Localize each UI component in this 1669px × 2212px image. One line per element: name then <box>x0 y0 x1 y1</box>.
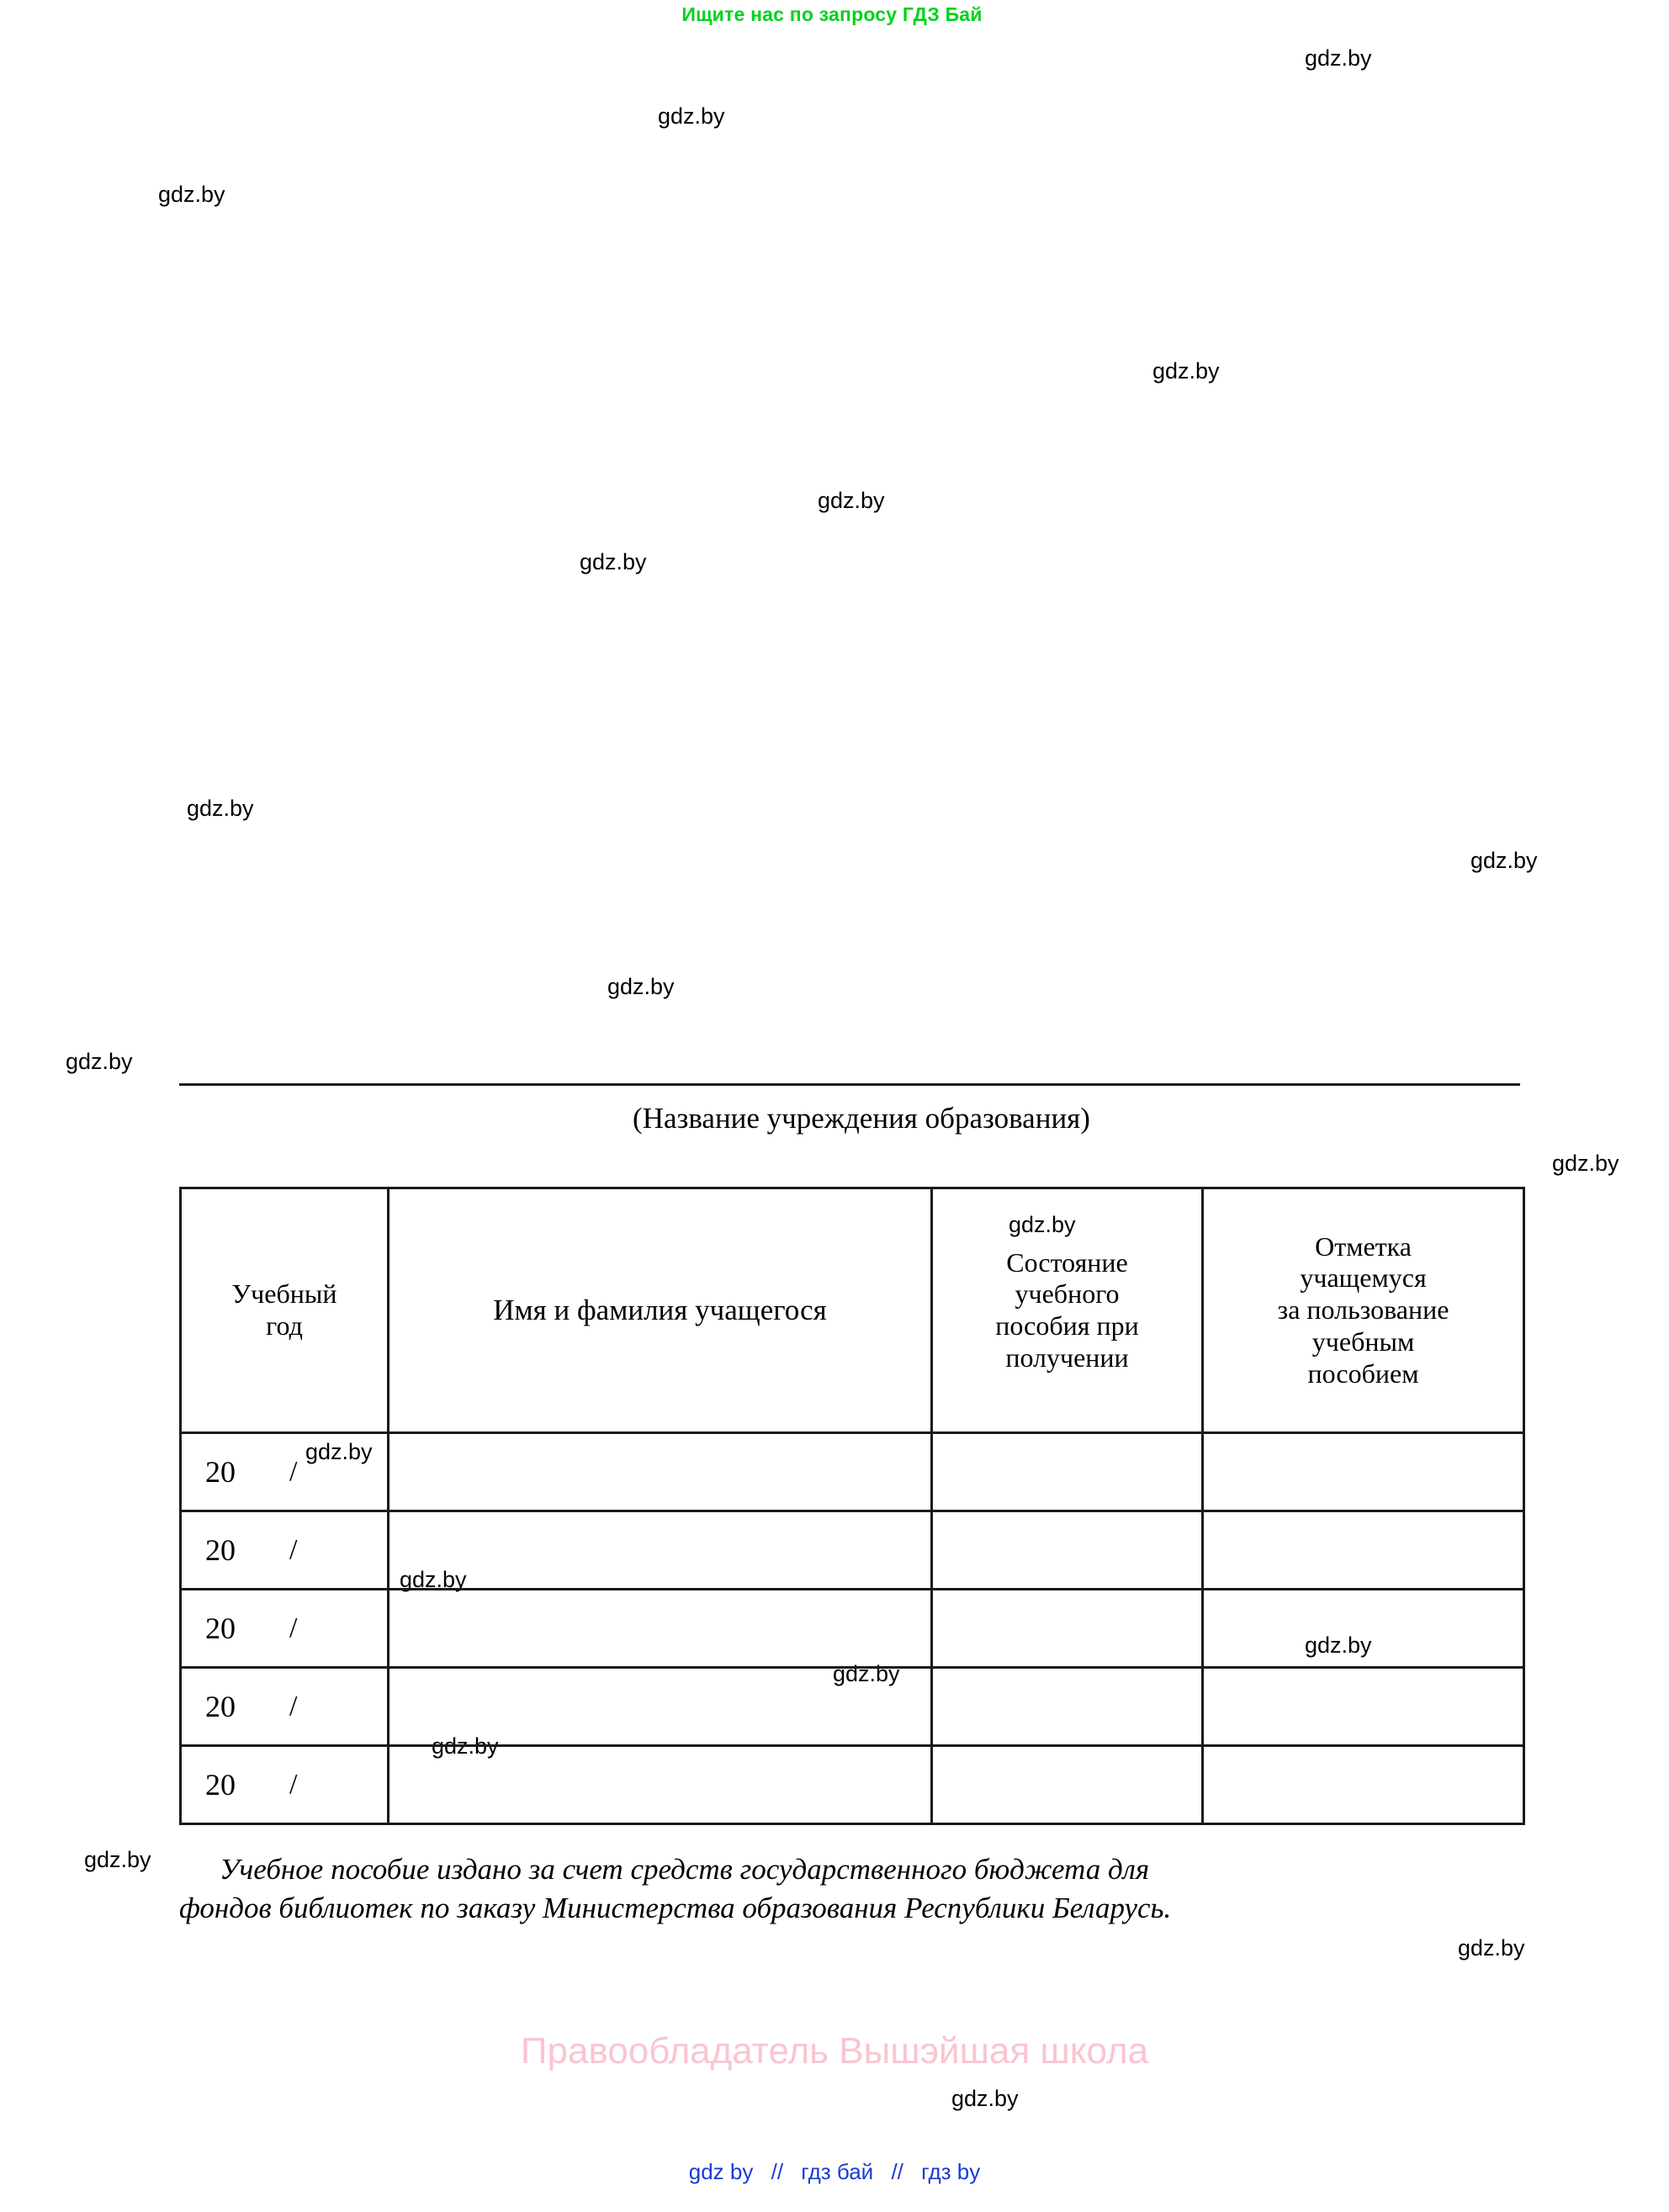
table-row <box>181 1668 1524 1746</box>
header-cell-student-mark <box>1203 1188 1524 1433</box>
cell-student-mark[interactable] <box>1203 1668 1524 1746</box>
cell-year[interactable] <box>181 1746 389 1824</box>
header-mark-line4: учебным <box>1311 1326 1415 1357</box>
cell-year[interactable] <box>181 1511 389 1590</box>
cell-student-name[interactable] <box>389 1746 932 1824</box>
header-year-line2: год <box>266 1310 303 1341</box>
year-separator: / <box>289 1456 298 1487</box>
cell-book-condition[interactable] <box>932 1511 1203 1590</box>
cell-student-mark[interactable] <box>1203 1511 1524 1590</box>
cell-book-condition[interactable] <box>932 1590 1203 1668</box>
header-year-line1: Учебный <box>231 1278 337 1310</box>
institution-caption-text: (Название учреждения образования) <box>633 1102 1090 1135</box>
header-mark-line5: пособием <box>1307 1357 1419 1389</box>
watermark-gdz-by: gdz.by <box>833 1661 900 1686</box>
watermark-gdz-by: gdz.by <box>818 488 885 513</box>
footer-separator-1: // <box>771 2159 784 2184</box>
watermark-gdz-by: gdz.by <box>1152 358 1220 384</box>
cell-student-mark[interactable] <box>1203 1590 1524 1668</box>
watermark-gdz-by: gdz.by <box>580 549 647 574</box>
institution-name-rule <box>179 1083 1520 1086</box>
year-separator: / <box>289 1612 298 1643</box>
footer-link-gdz-by-cyr[interactable]: гдз by <box>921 2159 981 2184</box>
year-prefix: 20 <box>205 1768 236 1802</box>
watermark-gdz-by: gdz.by <box>1305 1633 1372 1658</box>
watermark-gdz-by: gdz.by <box>1470 848 1538 873</box>
watermark-gdz-by: gdz.by <box>305 1439 373 1464</box>
promo-header-banner <box>0 3 1669 26</box>
year-separator: / <box>289 1534 298 1565</box>
year-prefix: 20 <box>205 1533 236 1567</box>
cell-student-name[interactable] <box>389 1511 932 1590</box>
footer-separator-2: // <box>891 2159 903 2184</box>
footer-link-gdz-bai[interactable]: гдз бай <box>801 2159 874 2184</box>
watermark-gdz-by: gdz.by <box>1552 1151 1619 1176</box>
promo-header-text: Ищите нас по запросу ГДЗ Бай <box>681 3 983 25</box>
year-prefix: 20 <box>205 1690 236 1723</box>
watermark-gdz-by: gdz.by <box>1458 1935 1525 1961</box>
watermark-gdz-by: gdz.by <box>187 796 254 821</box>
watermark-gdz-by: gdz.by <box>951 2086 1019 2111</box>
table-row <box>181 1433 1524 1511</box>
watermark-gdz-by: gdz.by <box>607 974 675 999</box>
watermark-gdz-by: gdz.by <box>658 103 725 129</box>
watermark-gdz-by: gdz.by <box>84 1847 151 1872</box>
year-separator: / <box>289 1769 298 1800</box>
cell-year[interactable] <box>181 1433 389 1511</box>
cell-book-condition[interactable] <box>932 1433 1203 1511</box>
cell-book-condition[interactable] <box>932 1668 1203 1746</box>
header-cell-student-name <box>389 1188 932 1433</box>
header-mark-line1: Отметка <box>1315 1230 1412 1262</box>
rights-holder-text: Правообладатель Вышэйшая школа <box>520 2030 1149 2072</box>
cell-book-condition[interactable] <box>932 1746 1203 1824</box>
watermark-gdz-by: gdz.by <box>400 1567 467 1592</box>
footer-link-gdz-by[interactable]: gdz by <box>688 2159 754 2184</box>
cell-student-mark[interactable] <box>1203 1746 1524 1824</box>
institution-name-caption <box>0 1102 1669 1135</box>
header-state-line2: учебного <box>1015 1278 1120 1310</box>
cell-year[interactable] <box>181 1668 389 1746</box>
header-state-line1: Состояние <box>1006 1246 1128 1278</box>
cell-student-name[interactable] <box>389 1433 932 1511</box>
table-row <box>181 1746 1524 1824</box>
header-state-line4: получении <box>1005 1341 1129 1373</box>
watermark-gdz-by: gdz.by <box>1009 1212 1076 1237</box>
funding-note <box>179 1850 1521 1928</box>
watermark-gdz-by: gdz.by <box>432 1733 499 1759</box>
watermark-gdz-by: gdz.by <box>66 1049 133 1074</box>
table-header-row <box>181 1188 1524 1433</box>
header-name-text: Имя и фамилия учащегося <box>493 1294 827 1327</box>
header-state-line3: пособия при <box>995 1310 1139 1341</box>
header-mark-line2: учащемуся <box>1300 1262 1427 1294</box>
funding-note-line1: Учебное пособие издано за счет средств государственного бюджета для <box>220 1853 1150 1886</box>
book-registration-table <box>179 1187 1525 1825</box>
watermark-gdz-by: gdz.by <box>1305 45 1372 71</box>
cell-student-mark[interactable] <box>1203 1433 1524 1511</box>
table-row <box>181 1511 1524 1590</box>
footer-links <box>0 2159 1669 2185</box>
cell-student-name[interactable] <box>389 1590 932 1668</box>
table-row <box>181 1590 1524 1668</box>
year-prefix: 20 <box>205 1611 236 1645</box>
header-cell-book-condition <box>932 1188 1203 1433</box>
cell-year[interactable] <box>181 1590 389 1668</box>
header-cell-year <box>181 1188 389 1433</box>
year-prefix: 20 <box>205 1455 236 1489</box>
funding-note-line2: фондов библиотек по заказу Министерства образования Республики Беларусь. <box>179 1892 1172 1925</box>
watermark-gdz-by: gdz.by <box>158 182 225 207</box>
cell-student-name[interactable] <box>389 1668 932 1746</box>
header-mark-line3: за пользование <box>1277 1294 1449 1326</box>
year-separator: / <box>289 1691 298 1722</box>
